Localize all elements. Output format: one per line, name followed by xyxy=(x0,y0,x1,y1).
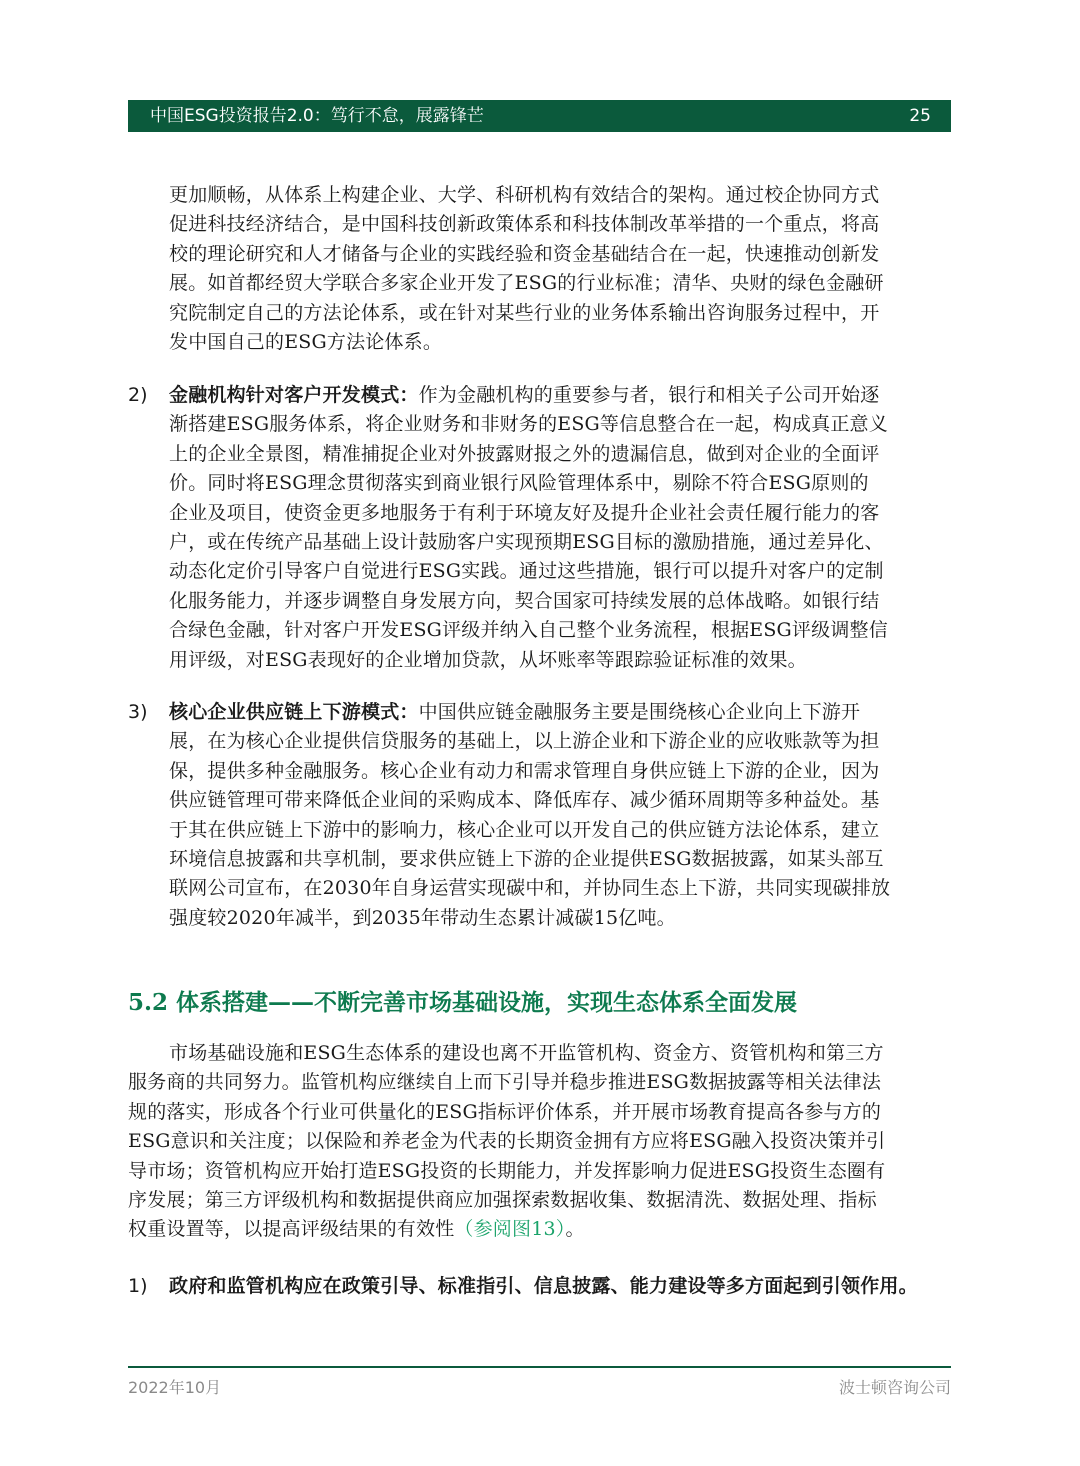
text-line: 于其在供应链上下游中的影响力，核心企业可以开发自己的供应链方法论体系，建立 xyxy=(169,818,880,841)
item-lead-title: 金融机构针对客户开发模式： xyxy=(169,384,419,406)
text-line: 导市场；资管机构应开始打造ESG投资的长期能力，并发挥影响力促进ESG投资生态圈有 xyxy=(128,1159,886,1182)
text-line: 序发展；第三方评级机构和数据提供商应加强探索数据收集、数据清洗、数据处理、指标 xyxy=(128,1189,877,1212)
text-line: 户，或在传统产品基础上设计鼓励客户实现预期ESG目标的激励措施，通过差异化、 xyxy=(169,531,884,554)
text-line: 强度较2020年减半，到2035年带动生态累计减碳15亿吨。 xyxy=(169,906,676,929)
text-line: 政府和监管机构应在政策引导、标准指引、信息披露、能力建设等多方面起到引领作用。 xyxy=(169,1275,918,1297)
text-line: 规的落实，形成各个行业可供量化的ESG指标评价体系，并开展市场教育提高各参与方的 xyxy=(128,1100,882,1123)
text-line: 市场基础设施和ESG生态体系的建设也离不开监管机构、资金方、资管机构和第三方 xyxy=(169,1042,884,1064)
list-item-2 xyxy=(169,381,951,675)
text-line: ESG意识和关注度；以保险和养老金为代表的长期资金拥有方应将ESG融入投资决策并引 xyxy=(128,1130,886,1153)
text-line: 合绿色金融，针对客户开发ESG评级并纳入自己整个业务流程，根据ESG评级调整信 xyxy=(169,619,888,642)
text-line: 供应链管理可带来降低企业间的采购成本、降低库存、减少循环周期等多种益处。基 xyxy=(169,789,880,812)
list-item-number: 1) xyxy=(128,1275,148,1297)
text-line: 更加顺畅，从体系上构建企业、大学、科研机构有效结合的架构。通过校企协同方式 xyxy=(169,184,880,206)
report-title: 中国ESG投资报告2.0：笃行不怠，展露锋芒 xyxy=(150,106,484,126)
text-line: 权重设置等，以提高评级结果的有效性（参阅图13）。 xyxy=(128,1218,585,1241)
figure-reference-link[interactable]: （参阅图13） xyxy=(454,1218,566,1241)
list-item-1 xyxy=(169,1272,951,1301)
text-line: 上的企业全景图，精准捕捉企业对外披露财报之外的遗漏信息，做到对企业的全面评 xyxy=(169,442,880,465)
intro-paragraph xyxy=(169,181,951,357)
text-line: 环境信息披露和共享机制，要求供应链上下游的企业提供ESG数据披露，如某头部互 xyxy=(169,848,884,871)
list-item-number: 2) xyxy=(128,384,148,406)
text-line: 动态化定价引导客户自觉进行ESG实践。通过这些措施，银行可以提升对客户的定制 xyxy=(169,560,884,583)
text-line: 用评级，对ESG表现好的企业增加贷款，从坏账率等跟踪验证标准的效果。 xyxy=(169,648,807,671)
text-line: 服务商的共同努力。监管机构应继续自上而下引导并稳步推进ESG数据披露等相关法律法 xyxy=(128,1071,882,1094)
text-line: 企业及项目，使资金更多地服务于有利于环境友好及提升企业社会责任履行能力的客 xyxy=(169,501,880,524)
text-line: 金融机构针对客户开发模式：作为金融机构的重要参与者，银行和相关子公司开始逐 xyxy=(169,384,880,406)
section-paragraph xyxy=(128,1039,951,1245)
text-line: 价。同时将ESG理念贯彻落实到商业银行风险管理体系中，剔除不符合ESG原则的 xyxy=(169,472,869,495)
text-line: 化服务能力，并逐步调整自身发展方向，契合国家可持续发展的总体战略。如银行结 xyxy=(169,589,880,612)
text-line: 保，提供多种金融服务。核心企业有动力和需求管理自身供应链上下游的企业，因为 xyxy=(169,759,880,782)
text-line: 联网公司宣布，在2030年自身运营实现碳中和，并协同生态上下游，共同实现碳排放 xyxy=(169,877,891,900)
section-heading: 5.2 体系搭建——不断完善市场基础设施，实现生态体系全面发展 xyxy=(128,989,798,1016)
footer-divider xyxy=(128,1366,951,1368)
text-line: 发中国自己的ESG方法论体系。 xyxy=(169,331,443,354)
item-lead-title: 核心企业供应链上下游模式： xyxy=(169,701,419,723)
text-line: 展，在为核心企业提供信贷服务的基础上，以上游企业和下游企业的应收账款等为担 xyxy=(169,730,880,753)
text-line: 核心企业供应链上下游模式：中国供应链金融服务主要是围绕核心企业向上下游开 xyxy=(169,701,861,723)
text-line: 展。如首都经贸大学联合多家企业开发了ESG的行业标准；清华、央财的绿色金融研 xyxy=(169,272,884,295)
text-line: 校的理论研究和人才储备与企业的实践经验和资金基础结合在一起，快速推动创新发 xyxy=(169,242,880,265)
list-item-number: 3) xyxy=(128,701,148,723)
footer-company: 波士顿咨询公司 xyxy=(838,1378,951,1397)
page-number: 25 xyxy=(909,106,931,126)
text-line: 促进科技经济结合，是中国科技创新政策体系和科技体制改革举措的一个重点，将高 xyxy=(169,213,880,236)
footer-date: 2022年10月 xyxy=(128,1378,222,1397)
text-line: 究院制定自己的方法论体系，或在针对某些行业的业务体系输出咨询服务过程中，开 xyxy=(169,301,880,324)
list-item-3 xyxy=(169,698,951,933)
text-line: 渐搭建ESG服务体系，将企业财务和非财务的ESG等信息整合在一起，构成真正意义 xyxy=(169,413,888,436)
header-bar xyxy=(128,100,951,132)
